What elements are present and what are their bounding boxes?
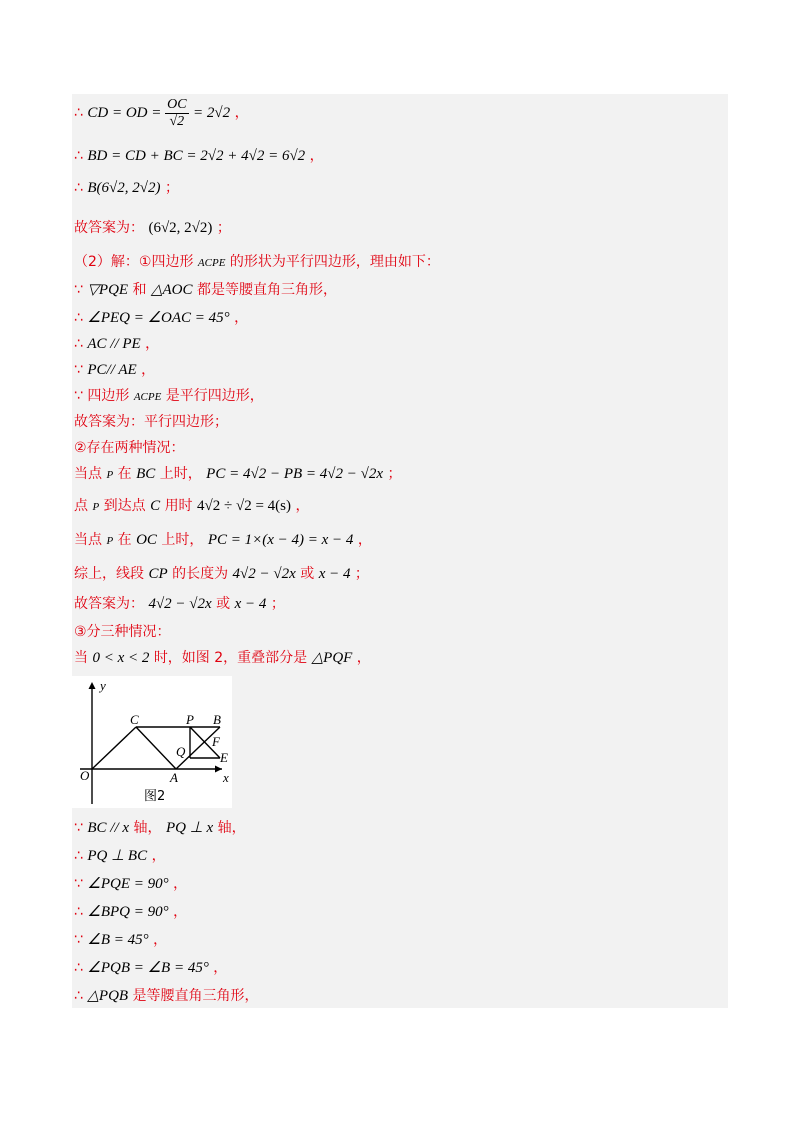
math-expression: △PQF [311, 650, 353, 666]
label-x: x [223, 770, 229, 785]
because-symbol: ∵ [74, 876, 83, 892]
label-e: E [220, 750, 228, 765]
text: 上时， [159, 466, 202, 482]
solution-line-14 [74, 492, 309, 520]
math-expression: ∠PQB = ∠B = 45° [87, 960, 209, 976]
therefore-symbol: ∴ [74, 960, 83, 976]
math-expression: ∠BPQ = 90° [87, 904, 169, 920]
text: 在 [117, 466, 132, 482]
text: ③分三种情况： [74, 624, 171, 640]
math-expression: PQ ⊥ BC [87, 848, 148, 864]
solution-line-19 [74, 644, 371, 672]
math-expression: 4√2 − √2x [232, 566, 296, 582]
math-expression: x − 4 [318, 566, 351, 582]
math-expression: CD = OD = [87, 105, 166, 121]
therefore-symbol: ∴ [74, 310, 83, 326]
math-expression: 4√2 − √2x [148, 596, 212, 612]
math-label: P [106, 469, 114, 481]
math-expression: PC = 1×(x − 4) = x − 4 [207, 532, 354, 548]
text: 四边形 [87, 388, 130, 404]
text: 在 [117, 532, 132, 548]
therefore-symbol: ∴ [74, 848, 83, 864]
label-p: P [186, 712, 194, 727]
punctuation: ， [357, 532, 372, 548]
geometry-diagram [72, 676, 232, 808]
solution-line-17 [74, 590, 285, 618]
text: 是等腰直角三角形， [132, 988, 259, 1004]
math-label: ACPE [197, 257, 226, 269]
label-f: F [212, 734, 220, 749]
label-c: C [130, 712, 139, 727]
math-expression: BC // x [87, 820, 130, 836]
therefore-symbol: ∴ [74, 180, 83, 196]
solution-line-6 [74, 276, 337, 304]
math-expression: ∠PEQ = ∠OAC = 45° [87, 310, 230, 326]
solution-line-24 [74, 926, 167, 954]
solution-line-16 [74, 560, 369, 588]
math-expression: △PQB [87, 988, 129, 1004]
text: 轴， [133, 820, 162, 836]
figure-caption: 图2 [144, 789, 166, 804]
segment-ca [136, 727, 176, 769]
solution-line-22 [74, 870, 187, 898]
math-expression: 4√2 ÷ √2 = 4(s) [197, 498, 291, 514]
punctuation: ， [153, 932, 168, 948]
punctuation: ， [234, 105, 249, 121]
math-expression: ∠B = 45° [87, 932, 149, 948]
segment-oc [92, 727, 136, 769]
punctuation: ， [173, 876, 188, 892]
text: 都是等腰直角三角形， [196, 282, 337, 298]
therefore-symbol: ∴ [74, 105, 83, 121]
text: 是平行四边形， [165, 388, 264, 404]
label-q: Q [176, 744, 186, 759]
text: 点 [74, 498, 88, 514]
fraction [165, 97, 188, 129]
punctuation: ； [164, 180, 179, 196]
punctuation: ， [141, 362, 156, 378]
text: 当点 [74, 466, 102, 482]
solution-line-5 [74, 248, 440, 276]
figure-2 [72, 676, 232, 808]
math-expression: C [150, 498, 161, 514]
math-expression: BC [136, 466, 156, 482]
solution-line-1 [74, 96, 249, 130]
text: （2）解：①四边形 [74, 254, 194, 270]
solution-line-8 [74, 330, 159, 358]
solution-line-13 [74, 460, 401, 488]
math-expression: = 2√2 [193, 105, 231, 121]
punctuation: ； [270, 596, 285, 612]
text: 当点 [74, 532, 102, 548]
fraction-denominator: √2 [169, 113, 185, 129]
solution-line-23 [74, 898, 187, 926]
therefore-symbol: ∴ [74, 988, 83, 1004]
math-expression: AC // PE [87, 336, 141, 352]
x-axis-arrow [215, 766, 222, 773]
punctuation: ， [234, 310, 249, 326]
math-expression: PC = 4√2 − PB = 4√2 − √2x [206, 466, 384, 482]
math-expression: ∠PQE = 90° [87, 876, 169, 892]
because-symbol: ∵ [74, 820, 83, 836]
math-label: ACPE [133, 391, 162, 403]
punctuation: ， [295, 498, 310, 514]
solution-line-26 [74, 982, 259, 1010]
solution-line-10 [74, 382, 264, 410]
therefore-symbol: ∴ [74, 336, 83, 352]
solution-line-11 [74, 408, 228, 436]
label-b: B [213, 712, 221, 727]
y-axis-arrow [89, 682, 96, 689]
math-label: P [92, 501, 100, 513]
solution-line-18 [74, 618, 171, 646]
punctuation: ， [356, 650, 371, 666]
punctuation: ， [151, 848, 166, 864]
text: 的形状为平行四边形，理由如下： [229, 254, 440, 270]
fraction-numerator: OC [167, 97, 187, 113]
solution-line-4 [74, 214, 231, 242]
text: ②存在两种情况： [74, 440, 185, 456]
punctuation: ， [309, 148, 324, 164]
math-expression: PQ ⊥ x [165, 820, 214, 836]
text: 故答案为：平行四边形； [74, 414, 228, 430]
text: 故答案为： [74, 596, 144, 612]
math-expression: BD = CD + BC = 2√2 + 4√2 = 6√2 [87, 148, 306, 164]
text: 或 [300, 566, 315, 582]
text: 综上，线段 [74, 566, 144, 582]
because-symbol: ∵ [74, 388, 83, 404]
text: 轴， [217, 820, 246, 836]
math-label: P [106, 535, 114, 547]
math-expression: OC [136, 532, 157, 548]
math-expression: x − 4 [234, 596, 267, 612]
solution-line-3 [74, 174, 179, 202]
text: 当 [74, 650, 88, 666]
punctuation: ； [216, 220, 231, 236]
label-o: O [80, 768, 90, 783]
solution-line-25 [74, 954, 227, 982]
because-symbol: ∵ [74, 282, 83, 298]
math-expression: B(6√2, 2√2) [87, 180, 161, 196]
math-expression: PC// AE [87, 362, 137, 378]
solution-line-15 [74, 526, 372, 554]
text: 的长度为 [172, 566, 229, 582]
solution-line-7 [74, 304, 248, 332]
text: 或 [216, 596, 231, 612]
because-symbol: ∵ [74, 932, 83, 948]
math-expression: ▽PQE [87, 282, 129, 298]
math-expression: CP [148, 566, 168, 582]
therefore-symbol: ∴ [74, 148, 83, 164]
punctuation: ， [145, 336, 160, 352]
solution-line-21 [74, 842, 166, 870]
text: 和 [132, 282, 147, 298]
answer-label: 故答案为： [74, 220, 144, 236]
punctuation: ； [354, 566, 369, 582]
punctuation: ； [387, 466, 402, 482]
text: 时，如图 2，重叠部分是 [153, 650, 308, 666]
punctuation: ， [213, 960, 228, 976]
math-expression: 0 < x < 2 [92, 650, 150, 666]
therefore-symbol: ∴ [74, 904, 83, 920]
because-symbol: ∵ [74, 362, 83, 378]
punctuation: ， [173, 904, 188, 920]
solution-line-12 [74, 434, 185, 462]
math-expression: (6√2, 2√2) [148, 220, 213, 236]
label-y: y [100, 678, 106, 693]
solution-line-9 [74, 356, 155, 384]
text: 用时 [164, 498, 193, 514]
solution-line-20 [74, 814, 246, 842]
solution-line-2 [74, 142, 324, 170]
math-expression: △AOC [150, 282, 193, 298]
text: 到达点 [103, 498, 146, 514]
text: 上时， [161, 532, 204, 548]
label-a: A [170, 770, 178, 785]
